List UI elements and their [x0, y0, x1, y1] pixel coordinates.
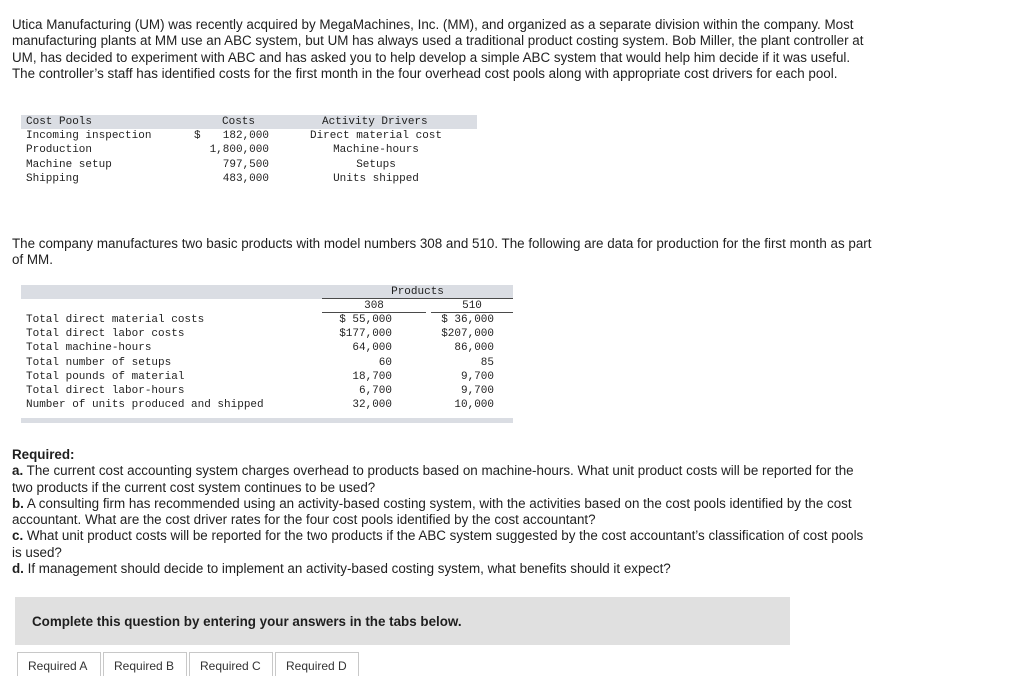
required-item-d	[12, 561, 872, 577]
required-item-a	[12, 463, 872, 496]
row-label: Total direct material costs	[26, 314, 205, 326]
products-column-headers	[21, 299, 513, 313]
required-item-c	[12, 528, 872, 561]
cost-pool-row	[21, 129, 477, 143]
products-table-footer	[21, 418, 513, 423]
pool-name: Machine setup	[26, 158, 112, 171]
row-label: Number of units produced and shipped	[26, 399, 264, 412]
tab-required-a[interactable]: Required A	[17, 652, 101, 676]
row-label: Total machine-hours	[26, 342, 152, 355]
required-item-b	[12, 496, 872, 529]
value-510: 85	[480, 356, 494, 369]
tab-required-b[interactable]: Required B	[103, 652, 187, 676]
cost-pool-row	[21, 143, 477, 157]
instructions-banner	[15, 597, 790, 645]
products-table	[21, 285, 513, 423]
product-row	[21, 398, 513, 412]
value-510: $ 36,000	[441, 314, 494, 326]
product-row	[21, 341, 513, 355]
row-label: Total number of setups	[26, 356, 172, 369]
required-title: Required:	[12, 447, 75, 462]
instructions-text: Complete this question by entering your answers in the tabs below.	[32, 613, 462, 629]
column-308: 308	[364, 300, 384, 312]
product-row	[21, 370, 513, 384]
item-letter: b.	[12, 495, 24, 511]
products-intro-paragraph: The company manufactures two basic products with model numbers 308 and 510. The following are data for production for the first month as part of MM.	[12, 236, 872, 268]
answer-tabs	[17, 652, 359, 676]
row-label: Total direct labor costs	[26, 328, 185, 341]
pool-cost: 182,000	[222, 130, 269, 142]
header-costs: Costs	[222, 116, 256, 128]
pool-driver: Units shipped	[333, 172, 419, 185]
intro-paragraph: Utica Manufacturing (UM) was recently acquired by MegaMachines, Inc. (MM), and organized as a separate division within the company. Most manufacturing plants at MM use an ABC system, but UM has always used a traditional product costing system. Bob Miller, the plant controller at UM, has decided to experiment with ABC and has asked you to help develop a simple ABC system that would help him decide if it was useful. The controller’s staff has identified costs for the first month in the four overhead cost pools along with appropriate cost drivers for each pool.	[12, 17, 864, 81]
pool-cost: 797,500	[222, 158, 269, 171]
header-activity-drivers: Activity Drivers	[322, 116, 428, 128]
value-308: 64,000	[352, 342, 392, 355]
product-row	[21, 384, 513, 398]
item-text: A consulting firm has recommended using an activity-based costing system, with the activities based on the cost pools identified by the cost accountant. What are the cost driver rates for the four cost pools identified by the cost accountant?	[12, 495, 852, 528]
cost-pool-row	[21, 158, 477, 172]
required-section	[12, 447, 872, 577]
pool-driver: Setups	[356, 158, 396, 171]
tab-required-d[interactable]: Required D	[275, 652, 359, 676]
value-510: 9,700	[460, 370, 494, 383]
value-510: 86,000	[454, 342, 494, 355]
value-510: 9,700	[460, 384, 494, 397]
column-510: 510	[462, 300, 482, 312]
row-label: Total direct labor-hours	[26, 384, 185, 397]
item-letter: d.	[12, 561, 24, 577]
dollar-sign: $	[194, 130, 201, 142]
pool-cost: 1,800,000	[209, 144, 269, 157]
value-308: 60	[378, 356, 392, 369]
product-row	[21, 356, 513, 370]
cost-pools-header	[21, 115, 477, 129]
pool-cost: 483,000	[222, 172, 269, 185]
value-308: 6,700	[358, 384, 392, 397]
value-510: 10,000	[454, 399, 494, 412]
pool-driver: Machine-hours	[333, 144, 419, 157]
value-510: $207,000	[441, 328, 494, 341]
cost-pools-table	[21, 115, 477, 186]
value-308: $ 55,000	[339, 314, 392, 326]
value-308: 18,700	[352, 370, 392, 383]
row-label: Total pounds of material	[26, 370, 185, 383]
header-cost-pools: Cost Pools	[26, 116, 93, 128]
product-row	[21, 313, 513, 327]
pool-driver: Direct material cost	[309, 130, 443, 142]
item-letter: a.	[12, 463, 24, 479]
tab-required-c[interactable]: Required C	[189, 652, 273, 676]
products-group-header: Products	[391, 286, 444, 298]
item-text: If management should decide to implement an activity-based costing system, what benefits should it expect?	[27, 561, 671, 577]
item-text: The current cost accounting system charges overhead to products based on machine-hours. What unit product costs will be reported for the two products if the current cost system continues to be used?	[12, 463, 854, 495]
value-308: $177,000	[339, 328, 392, 341]
products-header-band	[21, 285, 513, 299]
pool-name: Shipping	[26, 172, 79, 185]
item-text: What unit product costs will be reported for the two products if the ABC system suggested by the cost accountant’s classification of cost pools is used?	[12, 528, 864, 560]
pool-name: Incoming inspection	[26, 130, 152, 142]
cost-pool-row	[21, 172, 477, 186]
product-row	[21, 327, 513, 341]
value-308: 32,000	[352, 399, 392, 412]
pool-name: Production	[26, 144, 93, 157]
item-letter: c.	[12, 528, 24, 544]
